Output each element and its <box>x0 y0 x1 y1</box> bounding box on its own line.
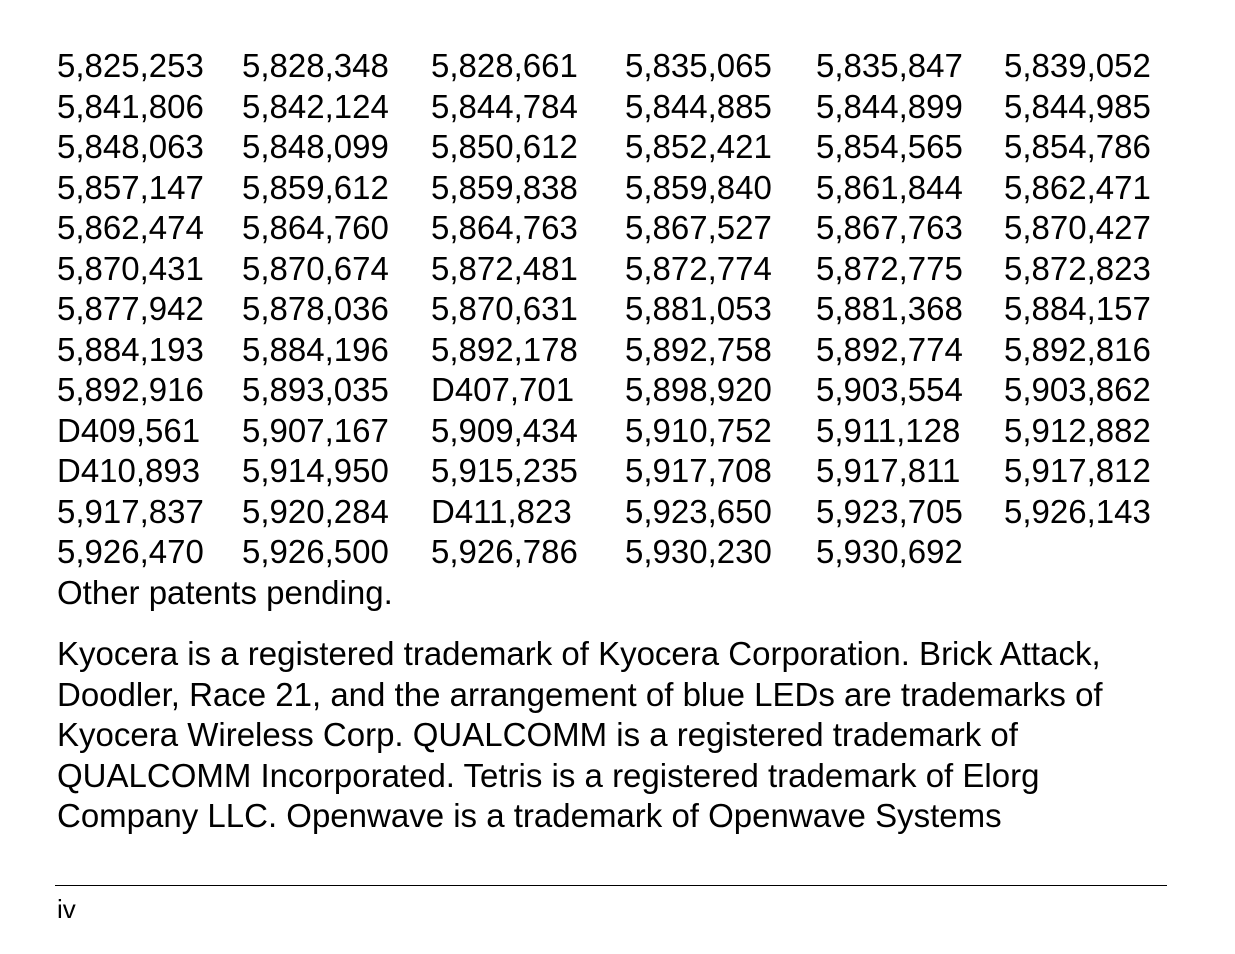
patent-number: 5,909,434 <box>431 411 578 449</box>
trademark-notice <box>57 634 1103 837</box>
patent-number: 5,923,705 <box>816 492 963 530</box>
patent-number: 5,884,193 <box>57 330 204 368</box>
patent-number: 5,881,053 <box>625 290 772 327</box>
patent-number: 5,872,774 <box>625 249 772 287</box>
patent-number: 5,892,916 <box>57 371 204 408</box>
patent-number: 5,842,124 <box>242 87 389 125</box>
patent-number: 5,898,920 <box>625 371 772 408</box>
patent-number: 5,835,847 <box>816 47 963 84</box>
patent-number: 5,917,812 <box>1004 452 1151 489</box>
patent-number: 5,926,786 <box>431 533 578 570</box>
patent-number: 5,930,230 <box>625 533 772 570</box>
patent-number: 5,872,823 <box>1004 249 1151 287</box>
patent-number: 5,910,752 <box>625 411 772 449</box>
patent-number: 5,870,431 <box>57 249 204 287</box>
patent-number: 5,870,674 <box>242 249 389 287</box>
patent-number: 5,870,631 <box>431 290 578 327</box>
patent-number: 5,917,811 <box>816 452 961 489</box>
patent-number: 5,926,143 <box>1004 492 1151 530</box>
patent-number: 5,835,065 <box>625 47 772 84</box>
trademark-line: Doodler, Race 21, and the arrangement of blue LEDs are trademarks of <box>57 675 1103 713</box>
patent-number: 5,859,612 <box>242 168 389 206</box>
patent-number: 5,881,368 <box>816 290 963 327</box>
patent-number: 5,867,763 <box>816 209 963 246</box>
patent-number: 5,930,692 <box>816 533 963 570</box>
patent-number: 5,861,844 <box>816 168 963 206</box>
patent-number: 5,917,837 <box>57 492 204 530</box>
patent-number: 5,903,862 <box>1004 371 1151 408</box>
footer-divider <box>55 885 1167 886</box>
patent-number: 5,911,128 <box>816 411 961 449</box>
patent-number: 5,864,763 <box>431 209 578 246</box>
patent-number: 5,877,942 <box>57 290 204 327</box>
patent-number: 5,854,565 <box>816 128 963 165</box>
patent-number: 5,850,612 <box>431 128 578 165</box>
patent-number: 5,878,036 <box>242 290 389 327</box>
patent-number: 5,892,178 <box>431 330 578 368</box>
patent-number: 5,917,708 <box>625 452 772 489</box>
trademark-line: Kyocera Wireless Corp. QUALCOMM is a registered trademark of <box>57 716 1018 753</box>
patent-number: 5,884,196 <box>242 330 389 368</box>
patent-number: 5,926,500 <box>242 533 389 570</box>
patent-number: 5,923,650 <box>625 492 772 530</box>
patent-number: 5,872,481 <box>431 249 578 287</box>
patent-number: D410,893 <box>57 452 201 489</box>
patent-number: 5,844,784 <box>431 87 578 125</box>
patent-number: 5,857,147 <box>57 168 204 206</box>
patent-number: 5,926,470 <box>57 533 204 570</box>
page-number: iv <box>57 894 76 924</box>
patent-number: 5,892,774 <box>816 330 963 368</box>
patent-number: 5,903,554 <box>816 371 963 408</box>
patent-number: 5,892,816 <box>1004 330 1151 368</box>
patent-number: 5,854,786 <box>1004 128 1151 165</box>
patent-number: 5,912,882 <box>1004 411 1151 449</box>
patent-number: 5,859,840 <box>625 168 772 206</box>
patent-number: D409,561 <box>57 411 201 449</box>
pending-note: Other patents pending. <box>57 574 393 611</box>
trademark-line: QUALCOMM Incorporated. Tetris is a registered trademark of Elorg <box>57 756 1040 794</box>
trademark-line: Company LLC. Openwave is a trademark of Openwave Systems <box>57 797 1002 834</box>
patent-number: 5,841,806 <box>57 87 204 125</box>
patent-number: 5,920,284 <box>242 492 389 530</box>
patent-number: D411,823 <box>431 492 572 530</box>
patent-number: 5,848,063 <box>57 128 204 165</box>
patent-number: 5,867,527 <box>625 209 772 246</box>
patent-number: 5,870,427 <box>1004 209 1151 246</box>
patent-number: 5,914,950 <box>242 452 389 489</box>
patent-number: 5,872,775 <box>816 249 963 287</box>
patent-number: 5,907,167 <box>242 411 389 449</box>
patent-number: 5,839,052 <box>1004 47 1151 84</box>
patent-number: 5,859,838 <box>431 168 578 206</box>
patent-number: 5,848,099 <box>242 128 389 165</box>
patent-number: 5,862,474 <box>57 209 204 246</box>
patent-number: 5,884,157 <box>1004 290 1151 327</box>
patent-number: 5,828,661 <box>431 47 578 84</box>
patent-number: 5,844,885 <box>625 87 772 125</box>
patent-number: D407,701 <box>431 371 575 408</box>
patent-number: 5,915,235 <box>431 452 578 489</box>
patent-number: 5,893,035 <box>242 371 389 408</box>
patent-number-list <box>57 46 1164 573</box>
patent-number: 5,844,985 <box>1004 87 1151 125</box>
patent-number: 5,892,758 <box>625 330 772 368</box>
trademark-line: Kyocera is a registered trademark of Kyocera Corporation. Brick Attack, <box>57 635 1101 672</box>
patent-number: 5,852,421 <box>625 128 772 165</box>
patent-number: 5,844,899 <box>816 87 963 125</box>
patent-number: 5,862,471 <box>1004 168 1151 206</box>
patent-number: 5,864,760 <box>242 209 389 246</box>
patent-number: 5,825,253 <box>57 47 204 84</box>
patent-number: 5,828,348 <box>242 47 389 84</box>
